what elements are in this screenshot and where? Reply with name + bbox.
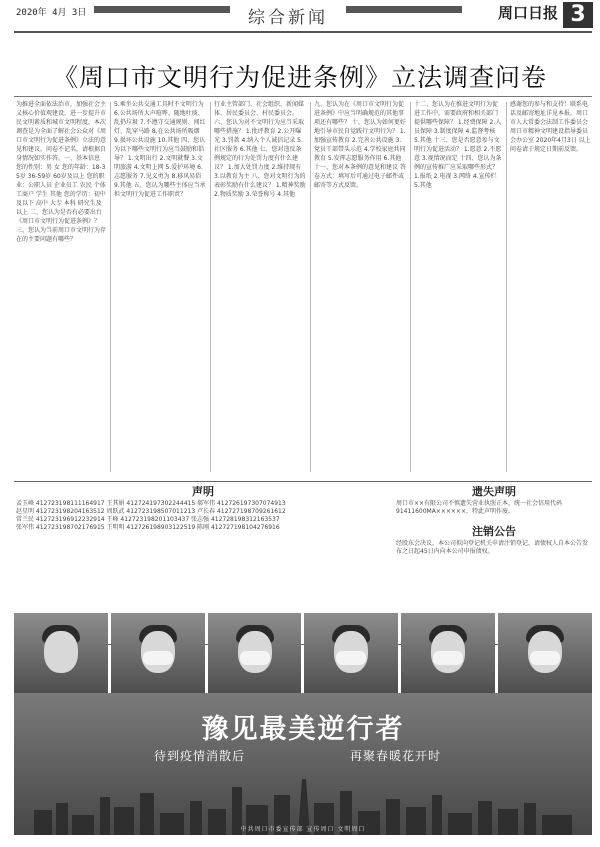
issue-date: 2020年 4月 3日: [16, 8, 87, 18]
list-item: 常兰民 412723196912232914 王峰 412723198201103437 张志强 412728198312163537: [16, 516, 280, 523]
column-text: 九、您认为在《周口市文明行为促进条例》中应当明确规范的其他事项还有哪些？ 十、您认为如何更好地引导市民自觉践行文明行为？ 1.加强宣传教育 2.完善公共设施 3.党员干部带头示范 4.学校家庭共同教育 5.发挥志愿服务作用 6.其他 十一、您对本条例的意见和建议 答卷方式：填写后可通过电子邮件或邮寄等方式反馈。: [314, 101, 406, 189]
notice-text: 经股东会决议，本公司拟向登记机关申请注销登记，请债权人自本公告发布之日起45日内向本公司申报债权。: [396, 540, 589, 555]
notice-title: 遗失声明: [472, 486, 516, 498]
list-item: 张军伟 412723198702176915 王明明 412726198903122519 陈刚 412727198104276916: [16, 524, 280, 531]
article-column-1: [16, 100, 106, 480]
article-column-5: [414, 100, 502, 480]
column-text: 十二、您认为在推进文明行为促进工作中，需要政府和相关部门提供哪些保障？ 1.经费保障 2.人员保障 3.制度保障 4.监督考核 5.其他 十三、您是否愿意参与文明行为促进活动？ 1.愿意 2.不愿意 3.视情况而定 十四、您认为条例的宣传推广应采取哪些形式？ 1.报纸 2.电视 3.网络 4.宣传栏 5.其他: [414, 101, 502, 189]
banner-footer: 中共周口市委宣传部 宣传周口 文明周口: [240, 826, 366, 833]
page-headline: 《周口市文明行为促进条例》立法调查问卷: [52, 63, 547, 92]
article-column-2: [114, 100, 206, 480]
public-service-banner: [14, 693, 592, 835]
article-column-4: [314, 100, 406, 480]
article-column-3: [214, 100, 306, 480]
banner-subtitle-left: 待到疫情消散后: [154, 749, 246, 763]
photo-strip: [14, 613, 592, 693]
masthead-info-strip: [94, 6, 230, 13]
banner-title: 豫见最美逆行者: [201, 714, 405, 745]
column-divider: [210, 102, 211, 472]
portrait-photo: [498, 613, 592, 693]
list-item: 赵星明 412723198204163512 周跃武 412723198507011213 卢长春 412727198709261612: [16, 508, 286, 515]
list-item: 孟玉峰 412723198111164917 王其娟 412724197302244415 郝军伟 412726197307074913: [16, 500, 286, 507]
portrait-photo: [14, 613, 108, 693]
masthead: [0, 0, 600, 34]
column-divider: [506, 102, 507, 472]
notice-title: 声明: [192, 486, 214, 498]
page-number: 3: [563, 2, 593, 28]
column-text: 5.乘坐公共交通工具时不文明行为 6.公共场所大声喧哗、随地吐痰、乱扔垃圾 7.不遵守交通规则、闯红灯、乱穿马路 8.在公共场所吸烟 9.损坏公共设施 10.其他 四、您认为以下哪些文明行为应当鼓励和倡导？ 1.文明出行 2.文明就餐 3.文明旅游 4.文明上网 5.爱护环境 6.志愿服务 7.见义勇为 8.移风易俗 9.其他 五、您认为哪些主体应当承担文明行为促进工作职责？: [114, 101, 206, 198]
masthead-contact-strip: [346, 6, 462, 13]
column-divider: [310, 102, 311, 472]
portrait-photo: [304, 613, 398, 693]
column-divider: [110, 102, 111, 472]
portrait-photo: [111, 613, 205, 693]
column-text: 感谢您的参与和支持！联系电话及邮寄地址详见本报。周口市人大常委会法制工作委员会 周口市精神文明建设指导委员会办公室 2020年4月3日 以上问卷请于规定日期前反馈。: [510, 101, 591, 153]
column-text: 为推进全面依法治市，加强社会主义核心价值观建设，进一步提升市民文明素质和城市文明程度，本次调查是为全面了解社会公众对《周口市文明行为促进条例》立法的意见和建议。问卷不记名，请根据自身情况如实作答。一、基本信息 您的性别：男 女 您的年龄：18-35岁 36-59岁 60岁及以上 您的职业：公职人员 企业员工 农民 个体工商户 学生 其他 您的学历：初中及以下 高中 大专 本科 研究生及以上 二、您认为是否有必要出台《周口市文明行为促进条例》？ 三、您认为当前周口市文明行为存在的主要问题有哪些？: [16, 101, 106, 243]
notice-title: 注销公告: [472, 525, 516, 538]
article-column-6: [510, 100, 592, 480]
masthead-rule: [14, 31, 592, 33]
section-rule: [14, 481, 592, 482]
portrait-photo: [401, 613, 495, 693]
section-title: 综合新闻: [248, 8, 328, 28]
column-text: 行业主管部门、社会组织、新闻媒体、居民委员会、村民委员会。六、您认为对不文明行为应当采取哪些措施？ 1.批评教育 2.公开曝光 3.罚款 4.纳入个人诚信记录 5.社区服务 6.其他 七、您对违反条例规定的行为处罚力度有什么建议？ 1.加大处罚力度 2.维持现有 3.以教育为主 八、您对文明行为的表彰奖励有什么建议？ 1.精神奖励 2.物质奖励 3.荣誉称号 4.其他: [214, 101, 306, 198]
notice-text: 周口市××有限公司不慎遗失营业执照正本，统一社会信用代码 91411600MA××××××，特此声明作废。: [396, 500, 563, 515]
portrait-photo: [208, 613, 302, 693]
column-divider: [410, 102, 411, 472]
newspaper-logo: 周口日报: [498, 4, 559, 22]
banner-subtitle-right: 再聚春暖花开时: [350, 749, 442, 763]
headline-rule: [14, 96, 592, 97]
